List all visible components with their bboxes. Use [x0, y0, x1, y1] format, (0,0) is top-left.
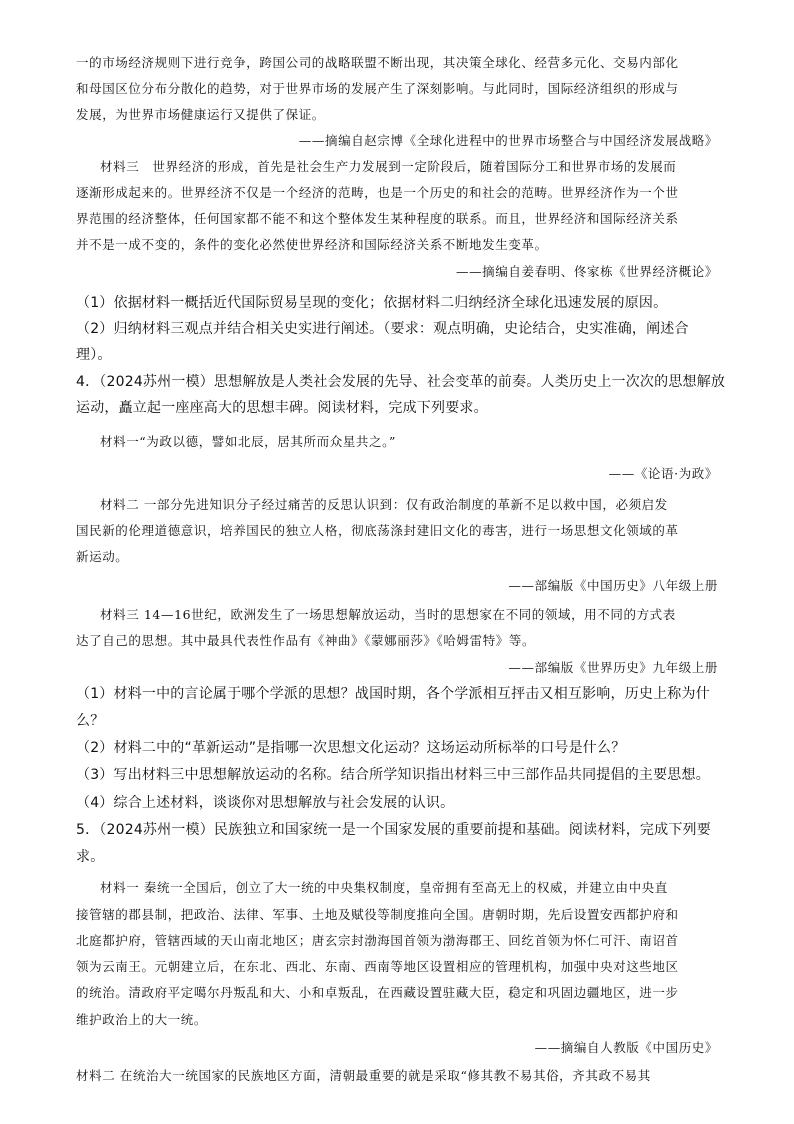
q4-material-2-source: ——部编版《中国历史》八年级上册	[508, 578, 718, 593]
q4-material-2-line-3: 新运动。	[76, 549, 129, 564]
material-2-line-2: 和母国区位分布分散化的趋势，对于世界市场的发展产生了深刻影响。与此同时，国际经济组织的形成与	[76, 81, 679, 96]
question-5-stem-cont: 求。	[76, 849, 105, 865]
q5-material-1-source: ——摘编自人教版《中国历史》	[534, 1040, 718, 1055]
question-3-part-2-cont: 理）。	[76, 347, 112, 363]
q4-material-1: 材料一“为政以德，譬如北辰，居其所而众星共之。”	[100, 434, 396, 449]
question-4-part-4: （4）综合上述材料，谈谈你对思想解放与社会发展的认识。	[76, 795, 455, 811]
q5-material-1-line-2: 接管辖的郡县制，把政治、法律、军事、土地及赋役等制度推向全国。唐朝时期，先后设置安西都护府和	[76, 907, 679, 922]
q4-material-3-line-1: 材料三 14—16世纪，欧洲发生了一场思想解放运动，当时的思想家在不同的领域，用不同的方式表	[100, 607, 676, 622]
q4-material-1-source: ——《论语·为政》	[608, 466, 718, 481]
material-2-line-1: 一的市场经济规则下进行竞争，跨国公司的战略联盟不断出现，其决策全球化、经营多元化、交易内部化	[76, 55, 679, 70]
q4-material-2-line-1: 材料二 一部分先进知识分子经过痛苦的反思认识到：仅有政治制度的革新不足以救中国，必须启发	[100, 497, 668, 512]
q5-material-1-line-4: 领为云南王。元朝建立后，在东北、西北、东南、西南等地区设置相应的管理机构，加强中央对这些地区	[76, 959, 679, 974]
material-3-line-1: 材料三 世界经济的形成，首先是社会生产力发展到一定阶段后，随着国际分工和世界市场的发展而	[100, 159, 677, 174]
question-4-stem: 4．（2024苏州一模）思想解放是人类社会发展的先导、社会变革的前奏。人类历史上一次次的思想解放	[76, 374, 726, 390]
material-3-line-4: 并不是一成不变的，条件的变化必然使世界经济和国际经济关系不断地发生变革。	[76, 237, 548, 252]
question-4-part-2: （2）材料二中的“革新运动”是指哪一次思想文化运动？这场运动所标举的口号是什么？	[76, 740, 626, 756]
q4-material-3-line-2: 达了自己的思想。其中最具代表性作品有《神曲》《蒙娜丽莎》《哈姆雷特》等。	[76, 633, 536, 648]
material-2-line-3: 发展，为世界市场健康运行又提供了保证。	[76, 107, 325, 122]
material-3-line-3: 界范围的经济整体，任何国家都不能不和这个整体发生某种程度的联系。而且，世界经济和国际经济关系	[76, 211, 679, 226]
q5-material-1-line-5: 的统治。清政府平定噶尔丹叛乱和大、小和卓叛乱，在西藏设置驻藏大臣，稳定和巩固边疆地区，进一步	[76, 985, 679, 1000]
material-2-source: ——摘编自赵宗博《全球化进程中的世界市场整合与中国经济发展战略》	[298, 133, 718, 148]
question-3-part-2: （2）归纳材料三观点并结合相关史实进行阐述。（要求：观点明确，史论结合，史实准确，阐述合	[76, 321, 689, 337]
q5-material-1-line-1: 材料一 秦统一全国后，创立了大一统的中央集权制度，皇帝拥有至高无上的权威，并建立由中央直	[100, 880, 668, 895]
question-5-stem: 5．（2024苏州一模）民族独立和国家统一是一个国家发展的重要前提和基础。阅读材料，完成下列要	[76, 822, 711, 838]
q5-material-1-line-3: 北庭都护府，管辖西域的天山南北地区；唐玄宗封渤海国首领为渤海郡王、回纥首领为怀仁可汗、南诏首	[76, 933, 679, 948]
question-4-part-1: （1）材料一中的言论属于哪个学派的思想？战国时期，各个学派相互抨击又相互影响，历史上称为什	[76, 686, 710, 702]
question-4-stem-cont: 运动，矗立起一座座高大的思想丰碑。阅读材料，完成下列要求。	[76, 400, 488, 416]
q5-material-1-line-6: 维护政治上的大一统。	[76, 1012, 208, 1027]
question-3-part-1: （1）依据材料一概括近代国际贸易呈现的变化；依据材料二归纳经济全球化迅速发展的原因。	[76, 295, 668, 311]
q4-material-3-source: ——部编版《世界历史》九年级上册	[508, 660, 718, 675]
q4-material-2-line-2: 国民新的伦理道德意识，培养国民的独立人格，彻底荡涤封建旧文化的毒害，进行一场思想文化领域的革	[76, 523, 679, 538]
material-3-source: ——摘编自姜春明、佟家栋《世界经济概论》	[455, 264, 718, 279]
question-4-part-3: （3）写出材料三中思想解放运动的名称。结合所学知识指出材料三中三部作品共同提倡的主要思想。	[76, 767, 710, 783]
question-4-part-1-cont: 么？	[76, 713, 105, 729]
q5-material-2-line-1: 材料二 在统治大一统国家的民族地区方面，清朝最重要的就是采取“修其教不易其俗，齐其政不易其	[76, 1068, 651, 1083]
material-3-line-2: 逐渐形成起来的。世界经济不仅是一个经济的范畴，也是一个历史的和社会的范畴。世界经济作为一个世	[76, 185, 679, 200]
